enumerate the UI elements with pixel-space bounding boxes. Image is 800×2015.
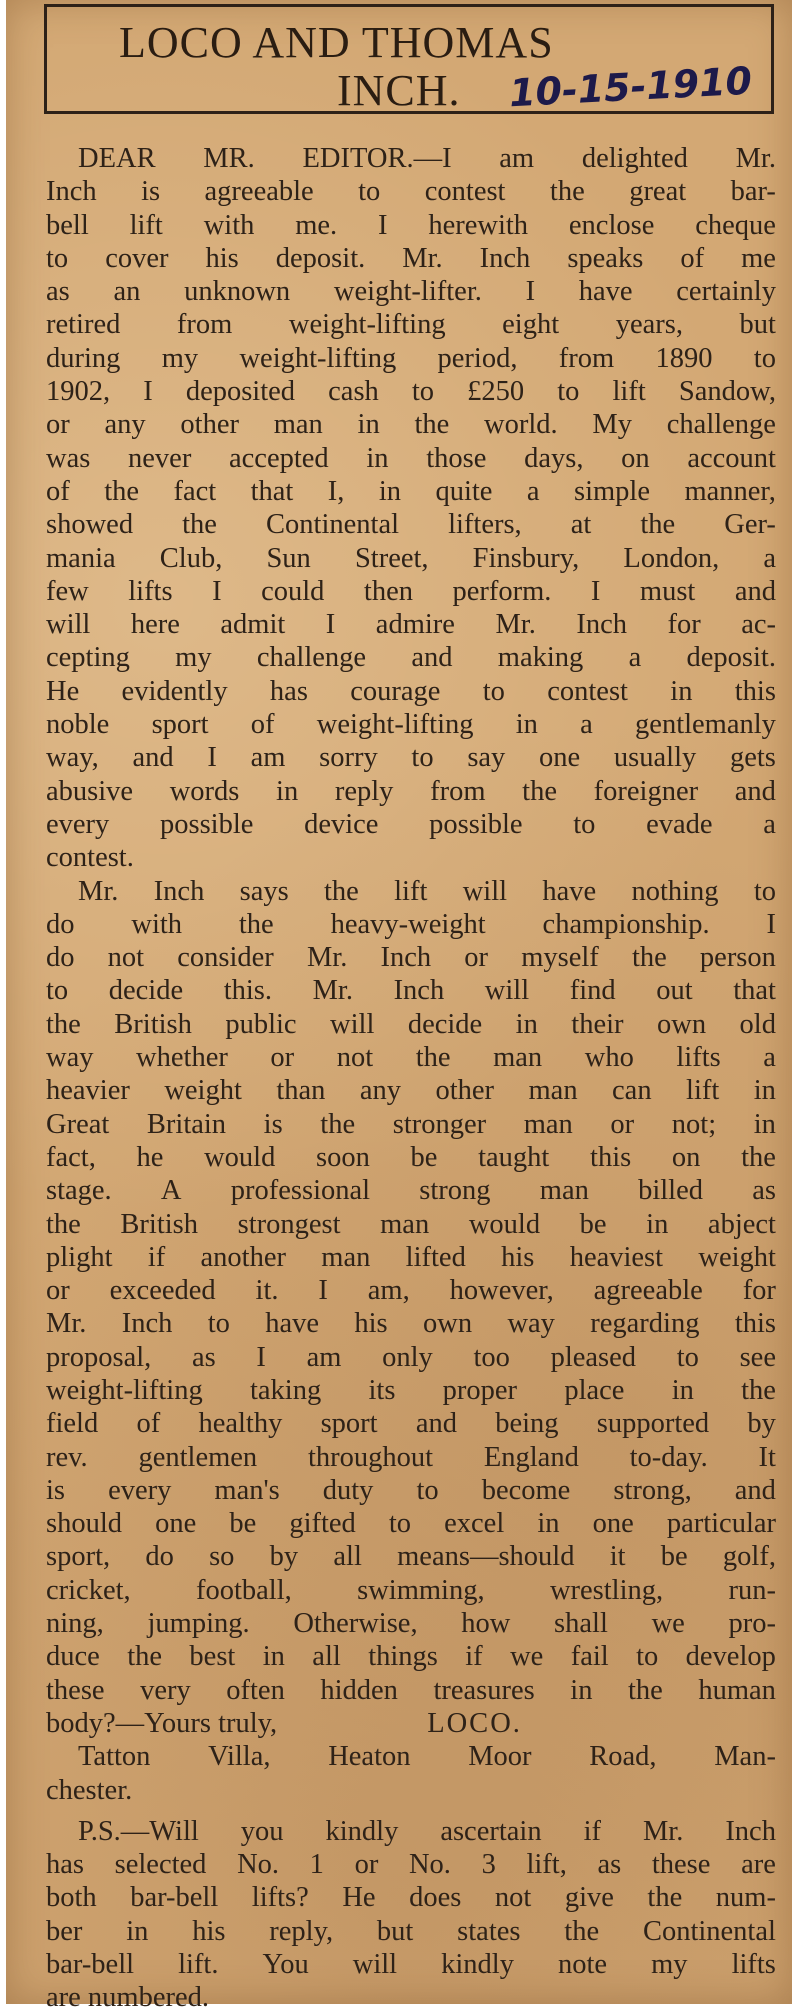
paragraph-1-line: bell lift with me. I herewith enclose cheque — [46, 209, 776, 241]
paragraph-2-line: weight-lifting taking its proper place in the — [46, 1374, 776, 1406]
paragraph-1-line: will here admit I admire Mr. Inch for ac- — [46, 609, 776, 641]
closing-line — [46, 1707, 776, 1740]
postscript-line: bar-bell lift. You will kindly note my lifts — [46, 1949, 776, 1981]
headline-box — [44, 4, 774, 114]
paragraph-2-line: way whether or not the man who lifts a — [46, 1042, 776, 1074]
paragraph-1-line: way, and I am sorry to say one usually gets — [46, 742, 776, 774]
paragraph-1-line: as an unknown weight-lifter. I have certainly — [46, 276, 776, 308]
paragraph-1-line: showed the Continental lifters, at the Ger- — [46, 509, 776, 541]
headline-line-1: LOCO AND THOMAS — [119, 18, 554, 67]
paragraph-2-line: stage. A professional strong man billed as — [46, 1175, 776, 1207]
letter-body — [46, 142, 776, 2015]
postscript-line: ber in his reply, but states the Continental — [46, 1915, 776, 1947]
paragraph-2-line: fact, he would soon be taught this on the — [46, 1141, 776, 1173]
paragraph-2-line: rev. gentlemen throughout England to-day. It — [46, 1441, 776, 1473]
paragraph-2-line: cricket, football, swimming, wrestling, run- — [46, 1574, 776, 1606]
closing-text: body?—Yours truly, — [46, 1707, 278, 1739]
signature: LOCO. — [427, 1707, 522, 1739]
paragraph-1-line: mania Club, Sun Street, Finsbury, London, a — [46, 542, 776, 574]
paragraph-2-line: is every man's duty to become strong, and — [46, 1474, 776, 1506]
paragraph-2-line: ning, jumping. Otherwise, how shall we pro- — [46, 1608, 776, 1640]
paragraph-2-line: should one be gifted to excel in one particular — [46, 1508, 776, 1540]
paragraph-1-line: of the fact that I, in quite a simple manner, — [46, 475, 776, 507]
paragraph-1-line: every possible device possible to evade a — [46, 808, 776, 840]
paragraph-2-line: Mr. Inch to have his own way regarding this — [46, 1308, 776, 1340]
paragraph-1-line: 1902, I deposited cash to £250 to lift Sandow, — [46, 376, 776, 408]
paragraph-1-line: DEAR MR. EDITOR.—I am delighted Mr. — [78, 143, 776, 174]
postscript-line: are numbered. — [46, 1982, 209, 2014]
paragraph-2-line: to decide this. Mr. Inch will find out that — [46, 975, 776, 1007]
paragraph-1-line: abusive words in reply from the foreigner and — [46, 775, 776, 807]
paragraph-2-line: or exceeded it. I am, however, agreeable for — [46, 1275, 776, 1307]
address-line: chester. — [46, 1774, 133, 1806]
paragraph-1-line: few lifts I could then perform. I must and — [46, 575, 776, 607]
paragraph-2-line: field of healthy sport and being supported by — [46, 1408, 776, 1440]
paragraph-1-line: or any other man in the world. My challenge — [46, 409, 776, 441]
paragraph-2-line: sport, do so by all means—should it be golf, — [46, 1541, 776, 1573]
headline-line-2: INCH. — [337, 66, 461, 115]
paragraph-2-line: these very often hidden treasures in the human — [46, 1674, 776, 1706]
paragraph-1-line: cepting my challenge and making a deposit. — [46, 642, 776, 674]
postscript-line: P.S.—Will you kindly ascertain if Mr. Inch — [78, 1815, 776, 1847]
handwritten-date: 10-15-1910 — [508, 58, 754, 116]
postscript-line: has selected No. 1 or No. 3 lift, as these are — [46, 1849, 776, 1881]
paragraph-2-line: do not consider Mr. Inch or myself the person — [46, 942, 776, 974]
paragraph-2-line: heavier weight than any other man can lift in — [46, 1075, 776, 1107]
paragraph-2-line: Great Britain is the stronger man or not; in — [46, 1108, 776, 1140]
paragraph-1-line: to cover his deposit. Mr. Inch speaks of me — [46, 242, 776, 274]
paragraph-2-line: the British strongest man would be in abject — [46, 1208, 776, 1240]
paragraph-2-line: do with the heavy-weight championship. I — [46, 908, 776, 940]
paragraph-2-line: Mr. Inch says the lift will have nothing to — [78, 875, 776, 907]
paragraph-1-line: contest. — [46, 842, 134, 874]
paragraph-2-line: proposal, as I am only too pleased to see — [46, 1341, 776, 1373]
paragraph-2-line: the British public will decide in their own old — [46, 1008, 776, 1040]
newspaper-clipping — [6, 0, 792, 2014]
paragraph-1-line: He evidently has courage to contest in this — [46, 675, 776, 707]
paragraph-1-line: Inch is agreeable to contest the great bar- — [46, 176, 776, 208]
paragraph-1-line: noble sport of weight-lifting in a gentlemanly — [46, 709, 776, 741]
paragraph-2-line: plight if another man lifted his heaviest weight — [46, 1241, 776, 1273]
paragraph-1-line: during my weight-lifting period, from 1890 to — [46, 342, 776, 374]
paragraph-2-line: duce the best in all things if we fail to develop — [46, 1641, 776, 1673]
paragraph-1-line: was never accepted in those days, on account — [46, 442, 776, 474]
address-line: Tatton Villa, Heaton Moor Road, Man- — [78, 1741, 776, 1773]
postscript-line: both bar-bell lifts? He does not give the num- — [46, 1882, 776, 1914]
paragraph-1-line: retired from weight-lifting eight years, but — [46, 309, 776, 341]
